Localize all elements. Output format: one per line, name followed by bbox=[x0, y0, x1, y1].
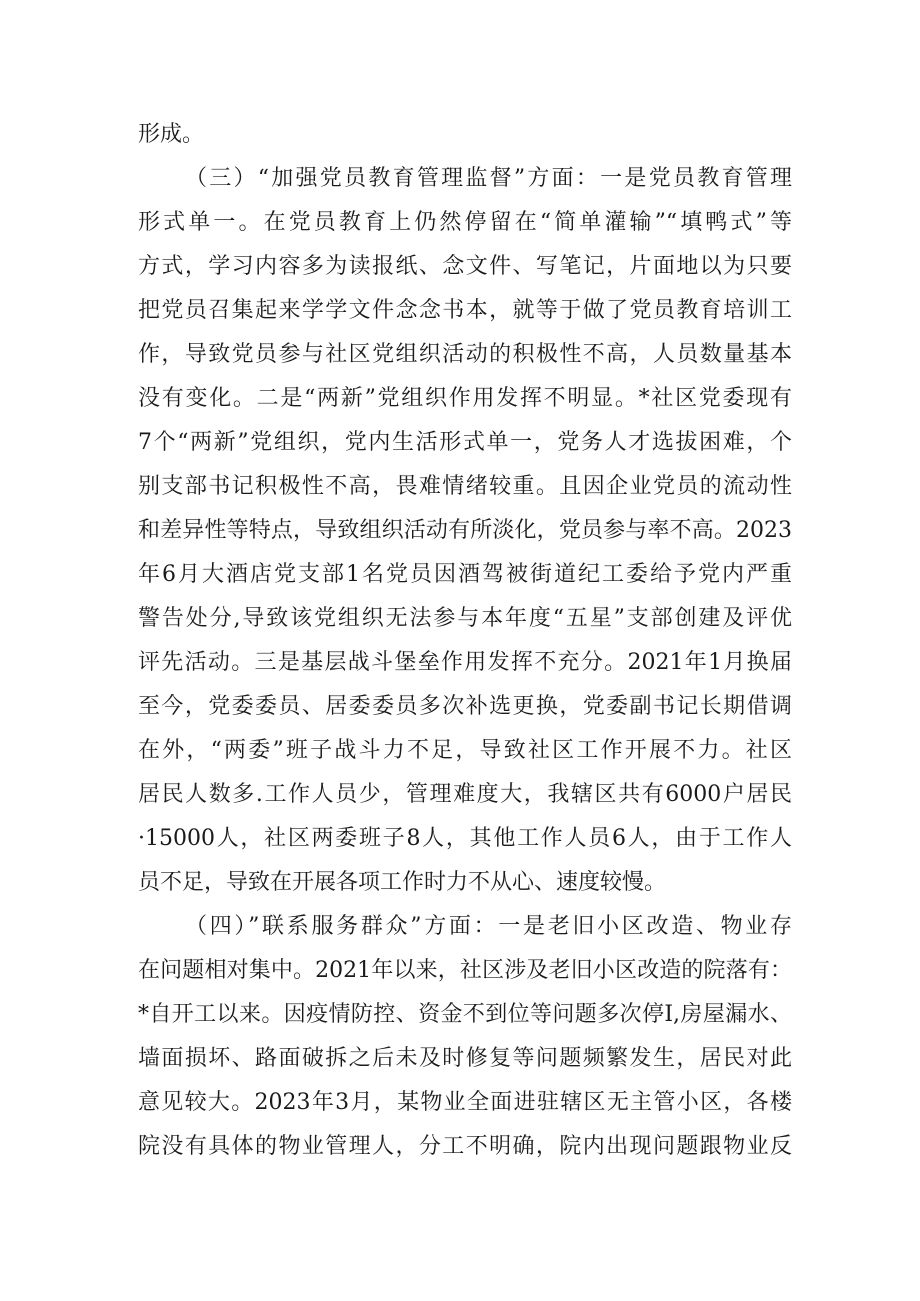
text-line-8: 7个“两新”党组织，党内生活形式单一，党务人才选拔困难，个 bbox=[138, 430, 792, 455]
text-line-21: *自开工以来。因疫情防控、资金不到位等问题多次停I,房屋漏水、 bbox=[138, 1002, 792, 1027]
text-line-3: 形式单一。在党员教育上仍然停留在“简单灌输”“填鸭式”等 bbox=[138, 210, 792, 235]
section-four-heading-line: （四）”联系服务群众”方面：一是老旧小区改造、物业存 bbox=[185, 914, 792, 939]
text-line-22: 墙面损坏、路面破拆之后未及时修复等问题频繁发生，居民对此 bbox=[138, 1046, 792, 1071]
text-line-5: 把党员召集起来学学文件念念书本，就等于做了党员教育培训工 bbox=[138, 298, 792, 323]
text-line-12: 警告处分,导致该党组织无法参与本年度“五星”支部创建及评优 bbox=[138, 606, 792, 631]
text-line-24: 院没有具体的物业管理人，分工不明确，院内出现问题跟物业反 bbox=[138, 1134, 792, 1159]
text-line-4: 方式，学习内容多为读报纸、念文件、写笔记，片面地以为只要 bbox=[138, 254, 792, 279]
text-line-13: 评先活动。三是基层战斗堡垒作用发挥不充分。2021年1月换届 bbox=[138, 650, 792, 675]
text-line-16: 居民人数多.工作人员少，管理难度大，我辖区共有6000户居民 bbox=[138, 782, 792, 807]
text-line-14: 至今，党委委员、居委委员多次补选更换，党委副书记长期借调 bbox=[138, 694, 792, 719]
section-three-heading-line: （三）“加强党员教育管理监督”方面：一是党员教育管理 bbox=[185, 166, 792, 191]
text-line-10: 和差异性等特点，导致组织活动有所淡化，党员参与率不高。2023 bbox=[138, 518, 792, 543]
text-line-18: 员不足，导致在开展各项工作时力不从心、速度较慢。 bbox=[138, 870, 667, 895]
text-line-17: ·15000人，社区两委班子8人，其他工作人员6人，由于工作人 bbox=[138, 826, 792, 851]
text-line-7: 没有变化。二是“两新”党组织作用发挥不明显。*社区党委现有 bbox=[138, 386, 792, 411]
text-line-20: 在问题相对集中。2021年以来，社区涉及老旧小区改造的院落有： bbox=[138, 958, 792, 983]
text-line-15: 在外，“两委”班子战斗力不足，导致社区工作开展不力。社区 bbox=[138, 738, 792, 763]
text-line-6: 作，导致党员参与社区党组织活动的积极性不高，人员数量基本 bbox=[138, 342, 792, 367]
text-line-23: 意见较大。2023年3月，某物业全面进驻辖区无主管小区，各楼 bbox=[138, 1090, 792, 1115]
text-line-9: 别支部书记积极性不高，畏难情绪较重。且因企业党员的流动性 bbox=[138, 474, 792, 499]
text-line-11: 年6月大酒店党支部1名党员因酒驾被街道纪工委给予党内严重 bbox=[138, 562, 792, 587]
text-line-1: 形成。 bbox=[138, 122, 205, 147]
